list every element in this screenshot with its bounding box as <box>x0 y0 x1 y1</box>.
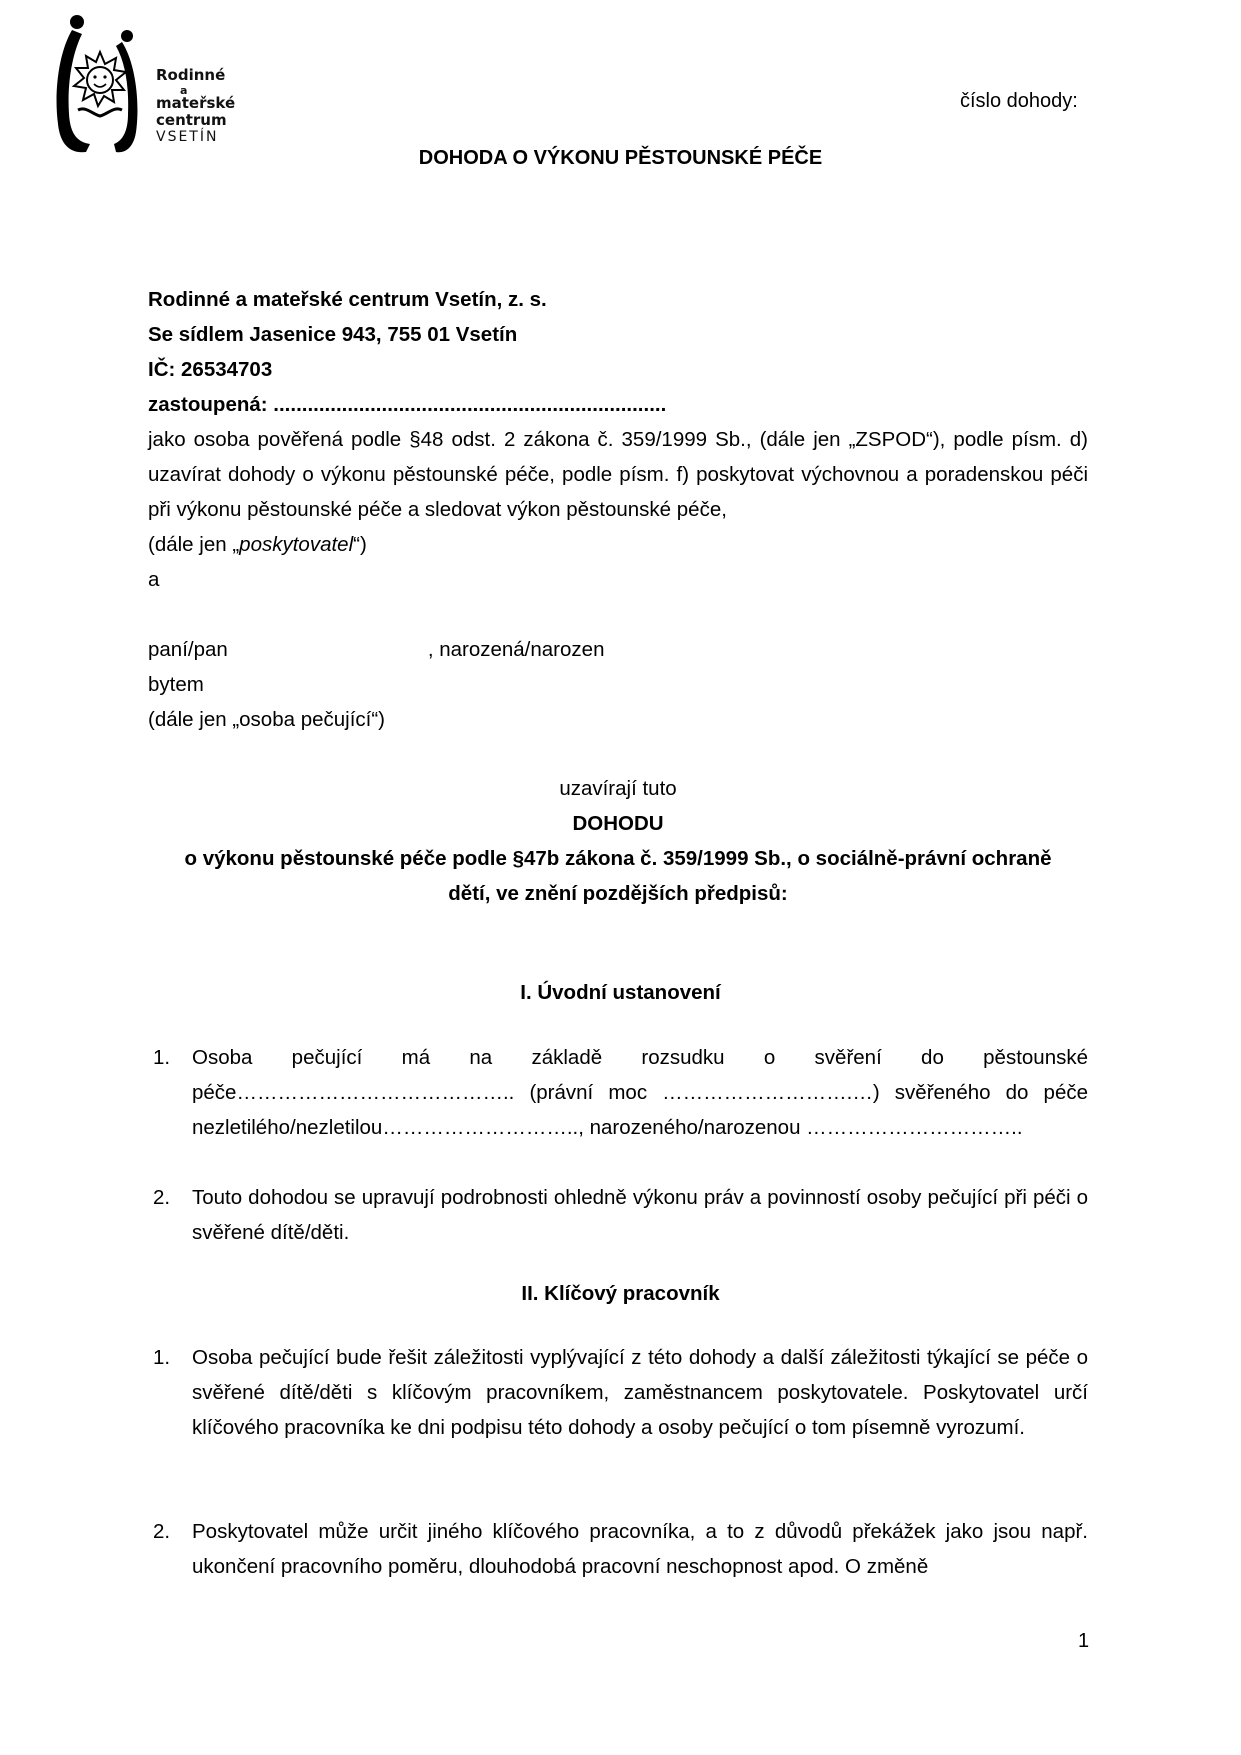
conjunction-and: a <box>148 568 160 591</box>
section1-item-2-number: 2. <box>153 1186 171 1209</box>
agreement-subheading-line1: o výkonu pěstounské péče podle §47b zákona č. 359/1999 Sb., o sociálně-právní ochraně <box>184 847 1052 870</box>
logo-text-line5: VSETÍN <box>156 129 219 145</box>
section1-title: I. Úvodní ustanovení <box>520 981 721 1004</box>
carer-alias: (dále jen „osoba pečující“) <box>148 708 386 731</box>
provider-alias-term: poskytovatel <box>239 533 354 556</box>
logo-text-line2: a <box>180 84 188 97</box>
agreement-intro: uzavírají tuto <box>559 777 677 800</box>
carer-residence-label: bytem <box>148 673 204 696</box>
section1-item-1-text: Osoba pečující má na základě rozsudku o svěření do pěstounské péče………………………………….. (právní moc ……………………….…) svěřeného do péče nezletilého/nezletilou……………………….., narozeného/narozenou ………………………….. <box>192 1046 1088 1139</box>
section2-item-1-number: 1. <box>153 1346 171 1369</box>
provider-name: Rodinné a mateřské centrum Vsetín, z. s. <box>148 288 547 311</box>
section2-item-1 <box>148 1340 1088 1445</box>
provider-represented: zastoupená: ..................................................................... <box>148 393 667 416</box>
organization-logo <box>56 14 266 164</box>
section1-item-2 <box>148 1180 1088 1250</box>
document-title: DOHODA O VÝKONU PĚSTOUNSKÉ PÉČE <box>418 147 823 169</box>
carer-name-line <box>148 632 1088 667</box>
carer-name-label: paní/pan <box>148 638 228 661</box>
logo-text-line1: Rodinné <box>156 66 226 84</box>
provider-block <box>148 282 1088 597</box>
page-number: 1 <box>1078 1630 1090 1652</box>
section2-item-1-text: Osoba pečující bude řešit záležitosti vyplývající z této dohody a další záležitosti týkající se péče o svěřené dítě/děti s klíčovým pracovníkem, zaměstnancem poskytovatele. Poskytovatel určí klíčového pracovníka ke dni podpisu této dohody a osoby pečující o tom písemně vyrozumí. <box>192 1346 1088 1439</box>
logo-text-line3: mateřské <box>156 94 236 112</box>
section1-item-2-text: Touto dohodou se upravují podrobnosti ohledně výkonu práv a povinností osoby pečující při péči o svěřené dítě/děti. <box>192 1186 1088 1244</box>
document-number-label: číslo dohody: <box>960 90 1078 112</box>
logo-text-line4: centrum <box>156 111 227 129</box>
carer-block <box>148 632 1088 737</box>
section1-item-1 <box>148 1040 1088 1145</box>
carer-born-label: , narozená/narozen <box>427 638 605 661</box>
agreement-heading-block <box>148 771 1088 911</box>
provider-alias <box>148 527 1088 562</box>
section2-title: II. Klíčový pracovník <box>521 1282 720 1305</box>
provider-alias-prefix: (dále jen „ <box>148 533 240 556</box>
section2-item-2-number: 2. <box>153 1520 171 1543</box>
agreement-subheading-line2: dětí, ve znění pozdějších předpisů: <box>448 882 788 905</box>
agreement-heading: DOHODU <box>572 812 664 835</box>
provider-address: Se sídlem Jasenice 943, 755 01 Vsetín <box>148 323 518 346</box>
provider-alias-suffix: “) <box>353 533 367 556</box>
section2-item-2 <box>148 1514 1088 1584</box>
provider-authorization: jako osoba pověřená podle §48 odst. 2 zákona č. 359/1999 Sb., (dále jen „ZSPOD“), podle písm. d) uzavírat dohody o výkonu pěstounské péče, podle písm. f) poskytovat výchovnou a poradenskou péči při výkonu pěstounské péče a sledovat výkon pěstounské péče, <box>148 428 1088 521</box>
section1-item-1-number: 1. <box>153 1046 171 1069</box>
provider-ico: IČ: 26534703 <box>148 358 273 381</box>
section2-item-2-text: Poskytovatel může určit jiného klíčového pracovníka, a to z důvodů překážek jako jsou např. ukončení pracovního poměru, dlouhodobá pracovní neschopnost apod. O změně <box>192 1520 1088 1578</box>
